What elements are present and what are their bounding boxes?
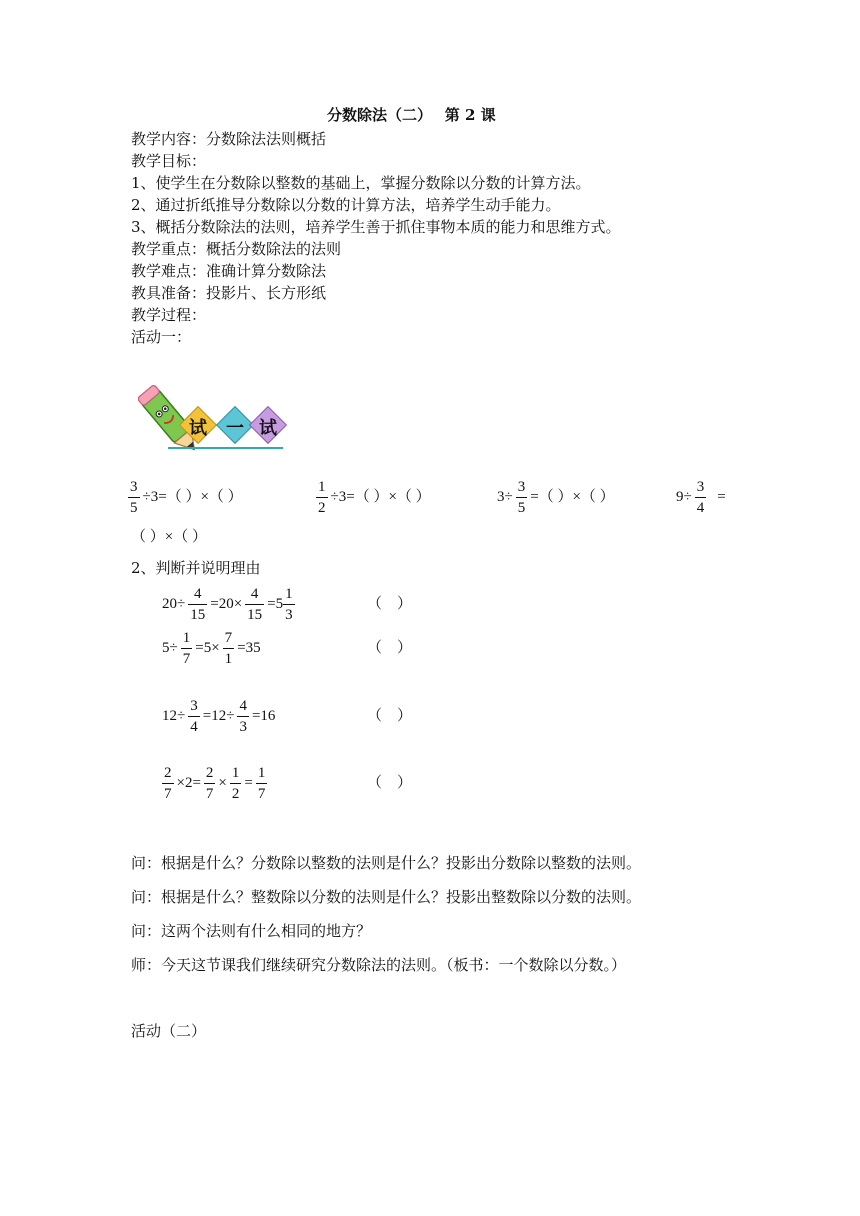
teacher-remark: 师：今天这节课我们继续研究分数除法的法则。（板书：一个数除以分数。） [131,956,627,974]
judge-item-4: $\frac{2}{7}$ ×2= $\frac{2}{7}$ × $\frac{1}{2}$ = $\frac{1}{7}$ [164,765,266,802]
process-label: 教学过程： [131,306,207,324]
judge-item-3: 12÷ $\frac{3}{4}$ =12÷ $\frac{4}{3}$ =16 [162,698,276,735]
judge-answer-1[interactable]: （ ） [367,596,413,612]
activity-one-label: 活动一： [131,328,192,346]
activity-two-label: 活动（二） [131,1022,207,1040]
judge-answer-2[interactable]: （ ） [367,640,413,656]
try-problem-3: 3÷ $\frac{3}{5}$ =（ ）×（ ） [497,479,615,516]
fraction: $\frac{3}{5}$ [130,479,138,516]
teaching-content: 教学内容：分数除法法则概括 [131,130,327,148]
try-it-banner [138,378,288,458]
try-problem-1: $\frac{3}{5}$ ÷3=（ ）×（ ） [130,479,243,516]
lesson-info [131,128,621,348]
question-1: 问：根据是什么？分数除以整数的法则是什么？投影出分数除以整数的法则。 [131,854,642,872]
banner-char-2: 一 [226,418,244,439]
key-point: 教学重点：概括分数除法的法则 [131,240,342,258]
banner-char-1: 试 [189,418,207,439]
goal-1: 1、使学生在分数除以整数的基础上，掌握分数除以分数的计算方法。 [131,174,591,192]
banner-char-3: 试 [259,418,277,439]
difficulty: 教学难点：准确计算分数除法 [131,262,327,280]
goal-2: 2、通过折纸推导分数除以分数的计算方法，培养学生动手能力。 [131,196,561,214]
judge-answer-3[interactable]: （ ） [367,708,413,724]
try-problem-2: $\frac{1}{2}$ ÷3=（ ）×（ ） [318,479,431,516]
question-2: 问：根据是什么？整数除以分数的法则是什么？投影出整数除以分数的法则。 [131,888,642,906]
goal-3: 3、概括分数除法的法则，培养学生善于抓住事物本质的能力和思维方式。 [131,218,621,236]
judge-item-2: 5÷ $\frac{1}{7}$ =5× $\frac{7}{1}$ =35 [162,630,261,667]
judge-answer-4[interactable]: （ ） [367,775,413,791]
teaching-goals-label: 教学目标： [131,152,207,170]
try-problem-4: 9÷ $\frac{3}{4}$ = [676,479,726,516]
try-problem-4-wrap: （ ）×（ ） [131,529,207,545]
page-title: 分数除法（二） 第 2 课 [327,106,496,124]
judge-item-1: 20÷ $\frac{4}{15}$ =20× $\frac{4}{15}$ =5 $\frac{1}{3}$ [162,586,293,623]
materials: 教具准备：投影片、长方形纸 [131,284,327,302]
fraction: $\frac{1}{2}$ [318,479,326,516]
question-3: 问：这两个法则有什么相同的地方？ [131,922,372,940]
fraction: $\frac{3}{4}$ [696,479,705,516]
fraction: $\frac{3}{5}$ [517,479,526,516]
judge-heading: 2、判断并说明理由 [131,559,261,577]
